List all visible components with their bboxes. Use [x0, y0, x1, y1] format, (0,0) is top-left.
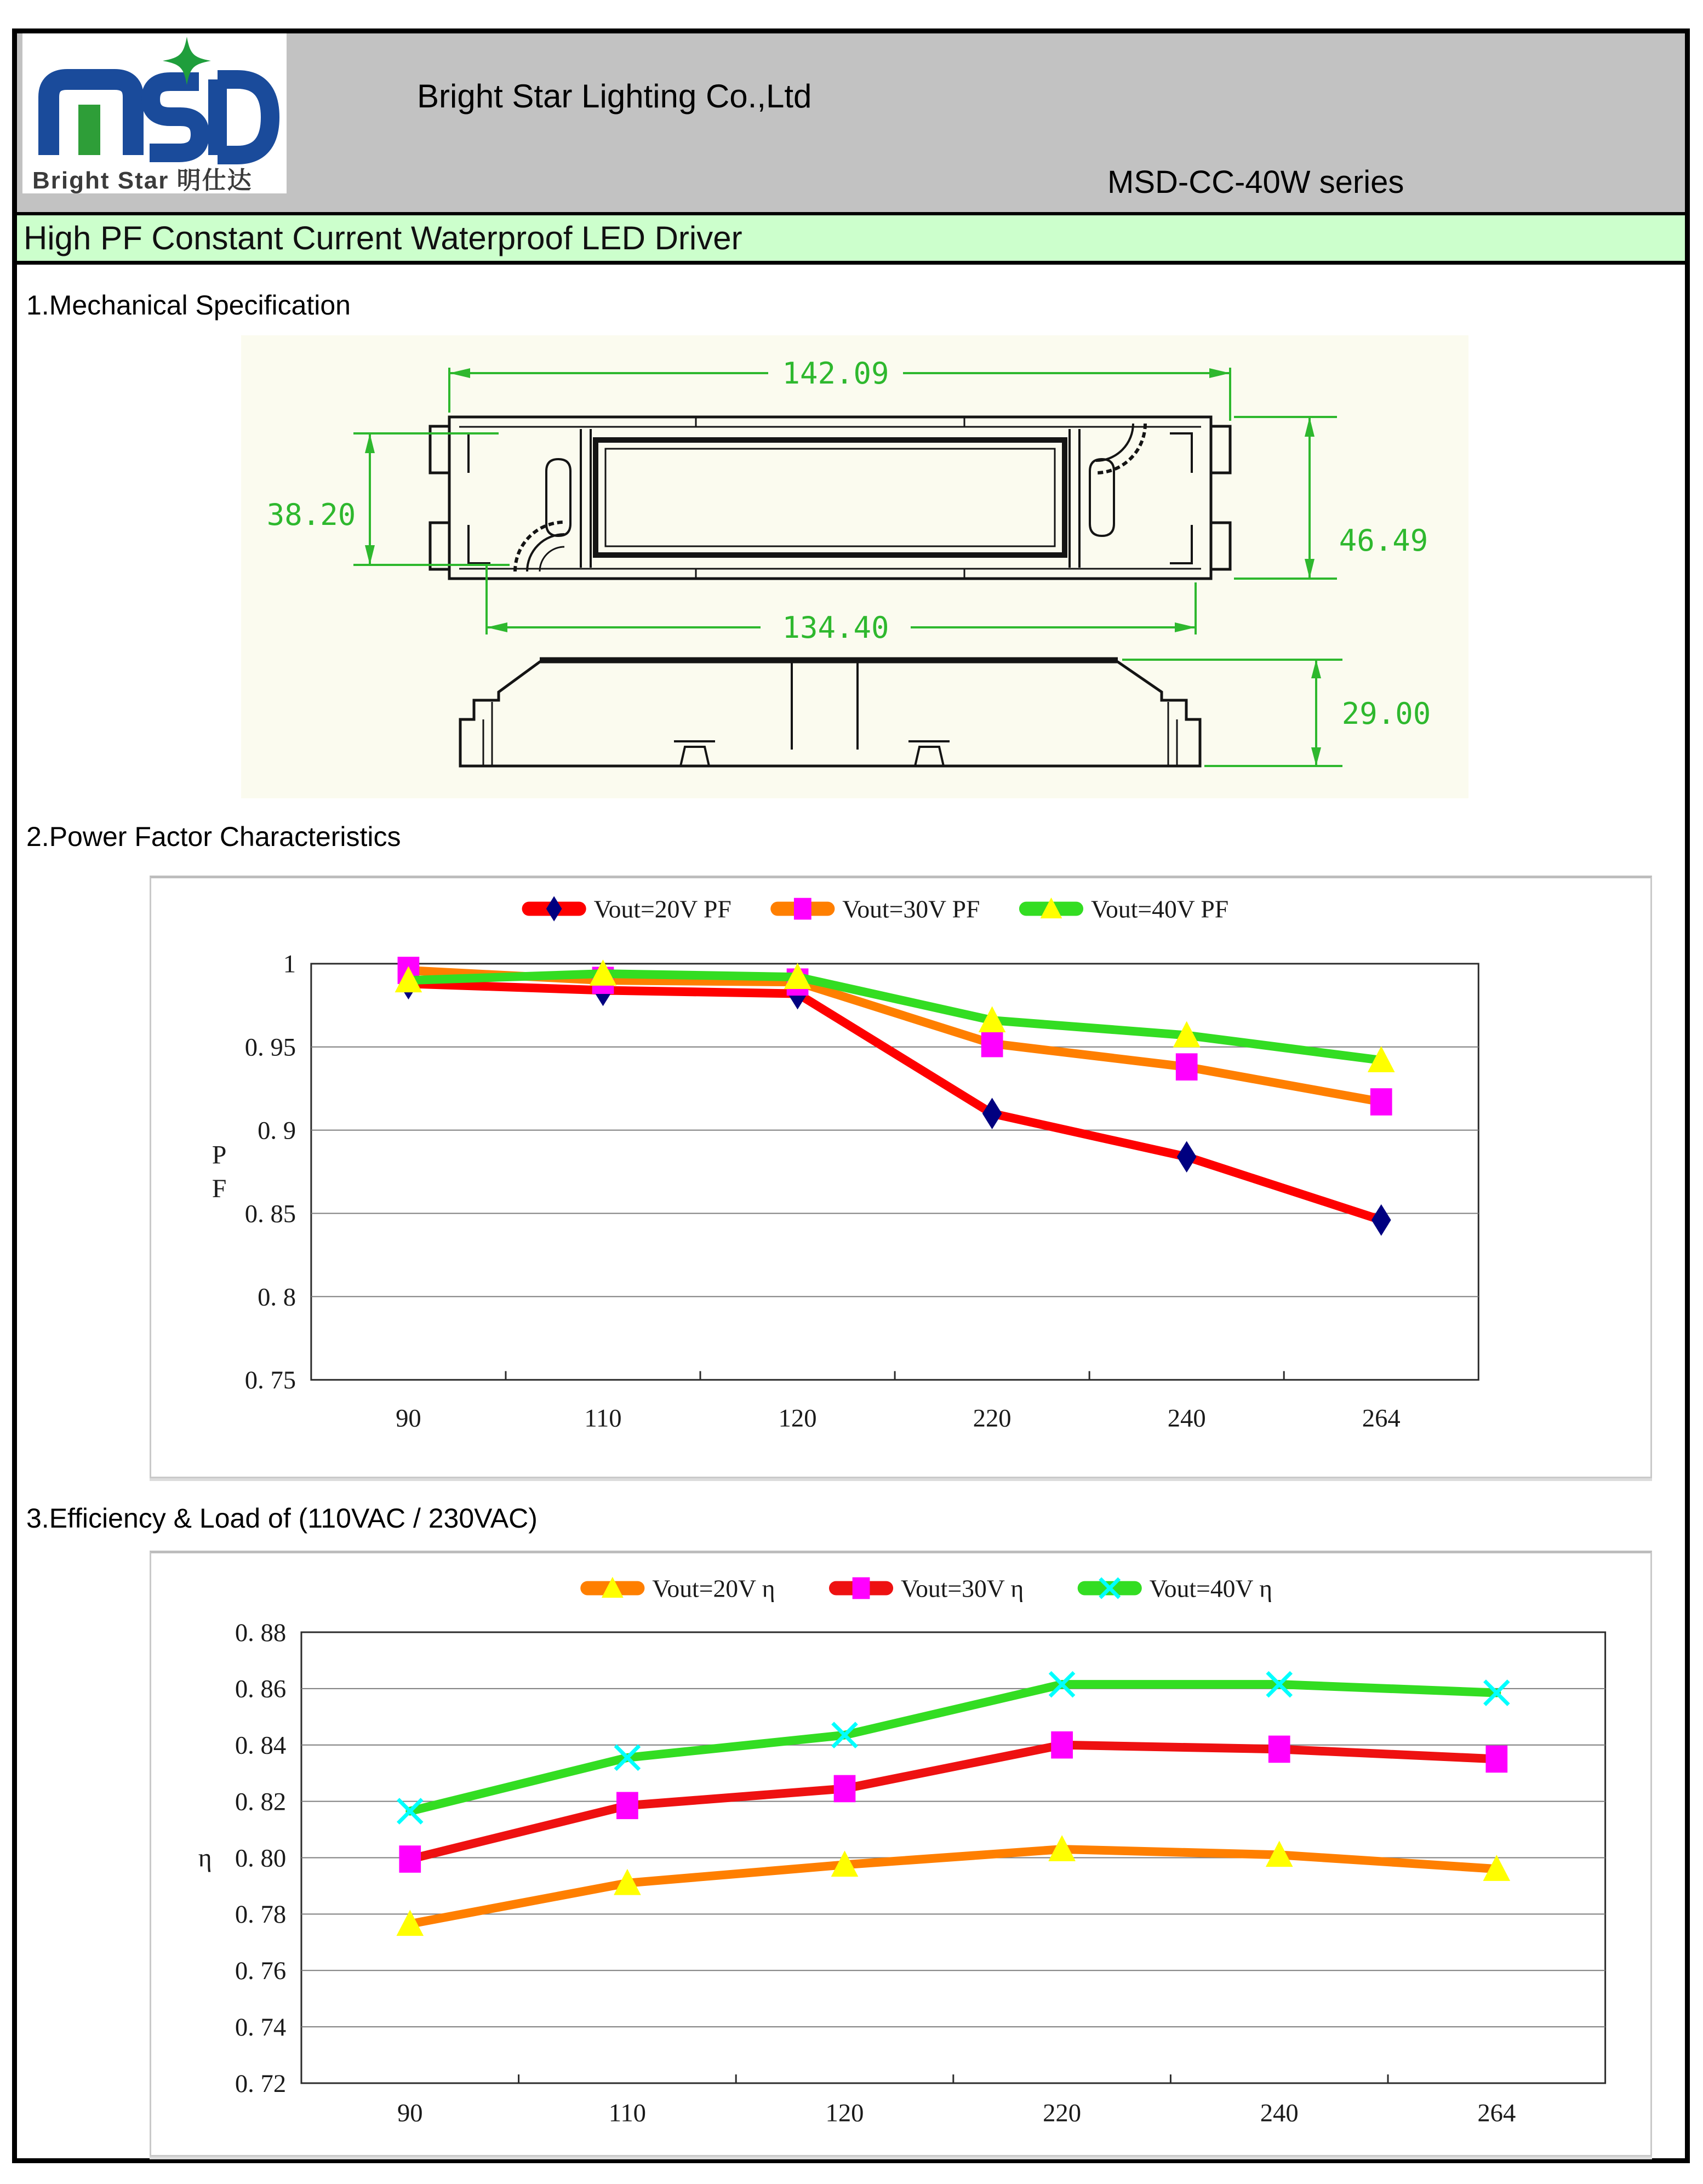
y-tick-label: 0. 78 [235, 1900, 287, 1929]
title-banner [17, 212, 1685, 265]
x-tick-label: 264 [1362, 1404, 1401, 1433]
y-axis-title: η [198, 1844, 212, 1873]
y-tick-label: 0. 8 [258, 1283, 296, 1312]
chart-svg [151, 878, 1650, 1477]
legend-label: Vout=20V η [652, 1574, 775, 1603]
y-tick-label: 0. 9 [258, 1116, 296, 1145]
section-3-heading: 3.Efficiency & Load of (110VAC / 230VAC) [26, 1503, 538, 1534]
chart-legend [580, 1574, 1272, 1602]
legend-label: Vout=40V η [1149, 1574, 1272, 1603]
page-title: High PF Constant Current Waterproof LED Driver [24, 220, 742, 256]
dim-left-height: 38.20 [266, 498, 356, 532]
legend-item [770, 895, 980, 923]
legend-label: Vout=30V PF [842, 895, 980, 923]
y-tick-label: 1 [283, 950, 296, 979]
x-tick-label: 240 [1260, 2099, 1299, 2128]
x-tick-label: 240 [1167, 1404, 1206, 1433]
y-tick-label: 0. 80 [235, 1844, 287, 1873]
dim-bottom-width: 134.40 [782, 610, 889, 645]
y-tick-label: 0. 95 [244, 1033, 296, 1062]
dim-side-height: 29.00 [1341, 696, 1431, 731]
x-tick-label: 110 [608, 2099, 647, 2128]
y-tick-label: 0. 75 [244, 1366, 296, 1395]
logo-green-bar [78, 105, 100, 155]
y-tick-label: 0. 76 [235, 1957, 287, 1986]
section-1-heading: 1.Mechanical Specification [26, 290, 351, 321]
x-tick-label: 120 [778, 1404, 817, 1433]
y-tick-label: 0. 84 [235, 1731, 287, 1760]
y-tick-label: 0. 88 [235, 1618, 287, 1647]
y-tick-label: 0. 72 [235, 2069, 287, 2098]
section-2-heading: 2.Power Factor Characteristics [26, 821, 401, 852]
x-tick-label: 220 [973, 1404, 1011, 1433]
y-axis-title: P [212, 1141, 227, 1170]
legend-item [522, 895, 732, 923]
legend-label: Vout=40V PF [1090, 895, 1229, 923]
logo-tagline: Bright Star 明仕达 [32, 167, 253, 194]
header [17, 33, 1685, 212]
dim-right-height: 46.49 [1339, 523, 1428, 558]
chart-legend [522, 895, 1229, 923]
x-tick-label: 90 [396, 1404, 421, 1433]
legend-item [829, 1574, 1024, 1602]
y-tick-label: 0. 82 [235, 1787, 287, 1816]
legend-item [580, 1574, 775, 1602]
dim-top-width: 142.09 [782, 356, 889, 391]
company-name: Bright Star Lighting Co.,Ltd [417, 78, 812, 115]
mechanical-drawing [241, 335, 1468, 798]
x-tick-label: 120 [825, 2099, 864, 2128]
y-axis-title: F [212, 1175, 227, 1204]
power-factor-chart [150, 876, 1652, 1478]
company-logo [22, 33, 287, 193]
series-name: MSD-CC-40W series [1107, 164, 1404, 200]
x-tick-label: 264 [1477, 2099, 1516, 2128]
y-tick-label: 0. 74 [235, 2013, 287, 2042]
x-tick-label: 90 [397, 2099, 423, 2128]
legend-item [1078, 1574, 1272, 1602]
chart-svg [151, 1553, 1650, 2155]
mechanical-drawing-svg [241, 335, 1468, 798]
x-tick-label: 220 [1043, 2099, 1082, 2128]
y-tick-label: 0. 86 [235, 1674, 287, 1703]
plot-area [311, 964, 1478, 1380]
y-tick-label: 0. 85 [244, 1199, 296, 1228]
x-tick-label: 110 [584, 1404, 622, 1433]
legend-item [1019, 895, 1228, 923]
legend-label: Vout=20V PF [593, 895, 732, 923]
legend-label: Vout=30V η [901, 1574, 1024, 1603]
efficiency-chart [150, 1551, 1652, 2157]
